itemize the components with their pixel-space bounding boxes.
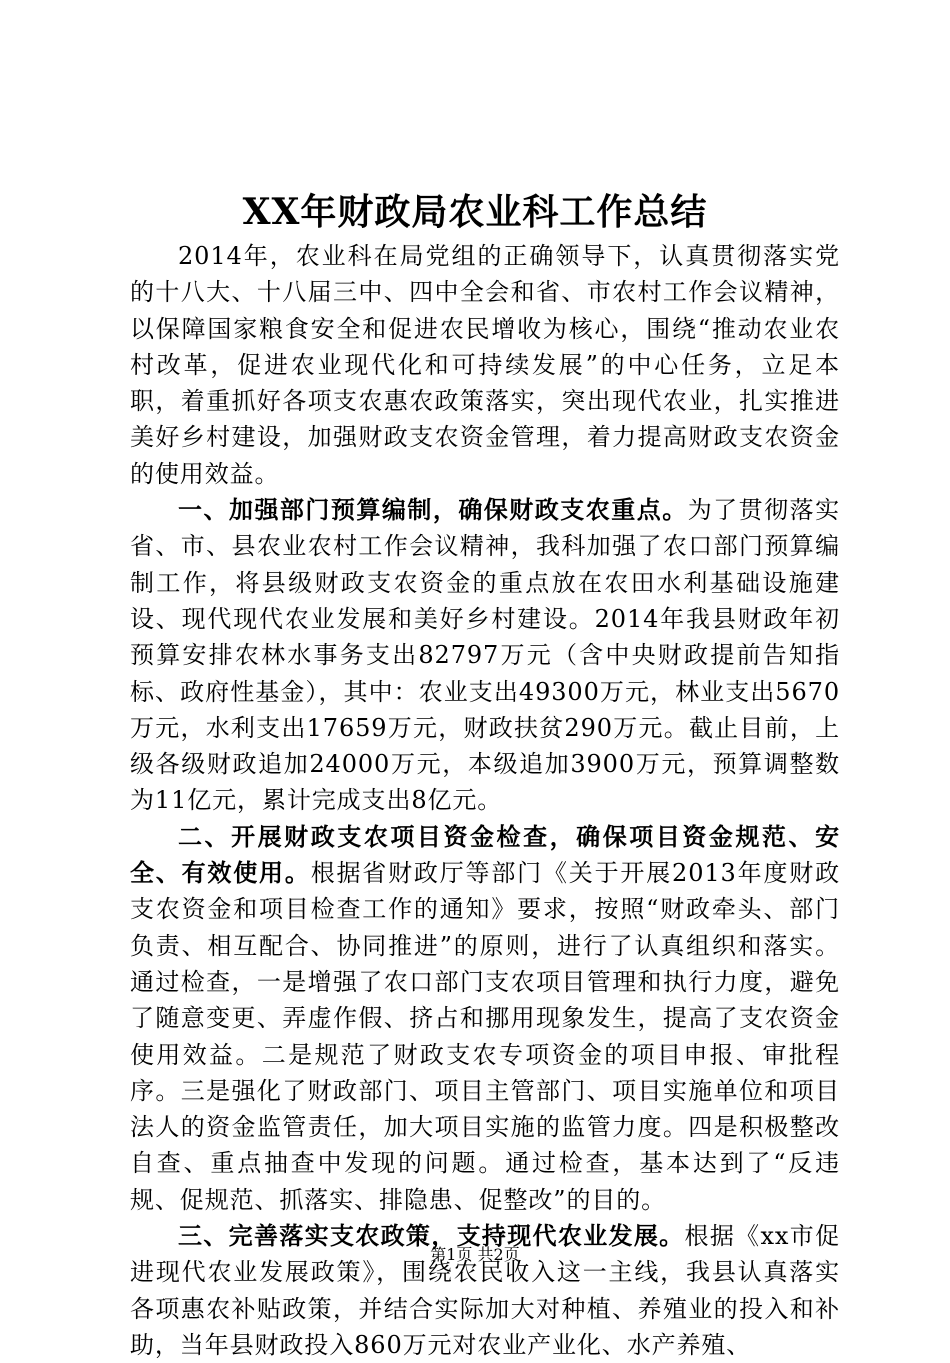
paragraph-text: 为了贯彻落实省、市、县农业农村工作会议精神，我科加强了农口部门预算编制工作，将县级财政支农资金的重点放在农田水利基础设施建设、现代现代农业发展和美好乡村建设。2014年我县财政年初预算安排农林水事务支出82797万元（含中央财政提前告知指标、政府性基金），其中：农业支出49300万元，林业支出5670万元，水利支出17659万元，财政扶贫290万元。截止目前，上级各级财政追加24000万元，本级追加3900万元，预算调整数为11亿元，累计完成支出8亿元。 — [130, 496, 841, 815]
document-body — [130, 238, 840, 1363]
paragraph-lead: 二、开展财政支农项目资金检查，确保项目资金规范、安全、有效使用。 — [130, 821, 840, 888]
paragraph-section-3 — [130, 1218, 840, 1363]
paragraph-section-2 — [130, 819, 840, 1218]
paragraph-intro — [130, 238, 840, 492]
paragraph-section-1 — [130, 492, 840, 819]
document-title: XX年财政局农业科工作总结 — [242, 191, 708, 233]
paragraph-text: 根据《xx市促进现代农业发展政策》，围绕农民收入这一主线，我县认真落实各项惠农补贴政策，并结合实际加大对种植、养殖业的投入和补助，当年县财政投入860万元对农业产业化、水产养殖、 — [130, 1222, 840, 1359]
paragraph-lead: 三、完善落实支农政策，支持现代农业发展。 — [178, 1221, 685, 1251]
paragraph-text: 根据省财政厅等部门《关于开展2013年度财政支农资金和项目检查工作的通知》要求，按照“财政牵头、部门负责、相互配合、协同推进”的原则，进行了认真组织和落实。通过检查，一是增强了农口部门支农项目管理和执行力度，避免了随意变更、弄虚作假、挤占和挪用现象发生，提高了支农资金使用效益。二是规范了财政支农专项资金的项目申报、审批程序。三是强化了财政部门、项目主管部门、项目实施单位和项目法人的资金监管责任，加大项目实施的监管力度。四是积极整改自查、重点抽查中发现的问题。通过检查，基本达到了“反违规、促规范、抓落实、排隐患、促整改”的目的。 — [130, 859, 840, 1214]
paragraph-text: 2014年，农业科在局党组的正确领导下，认真贯彻落实党的十八大、十八届三中、四中全会和省、市农村工作会议精神，以保障国家粮食安全和促进农民增收为核心，围绕“推动农业农村改革，促进农业现代化和可持续发展”的中心任务，立足本职，着重抓好各项支农惠农政策落实，突出现代农业，扎实推进美好乡村建设，加强财政支农资金管理，着力提高财政支农资金的使用效益。 — [130, 242, 840, 488]
page-number-footer: 第1页 共2页 — [430, 1245, 520, 1264]
paragraph-lead: 一、加强部门预算编制，确保财政支农重点。 — [178, 495, 688, 525]
